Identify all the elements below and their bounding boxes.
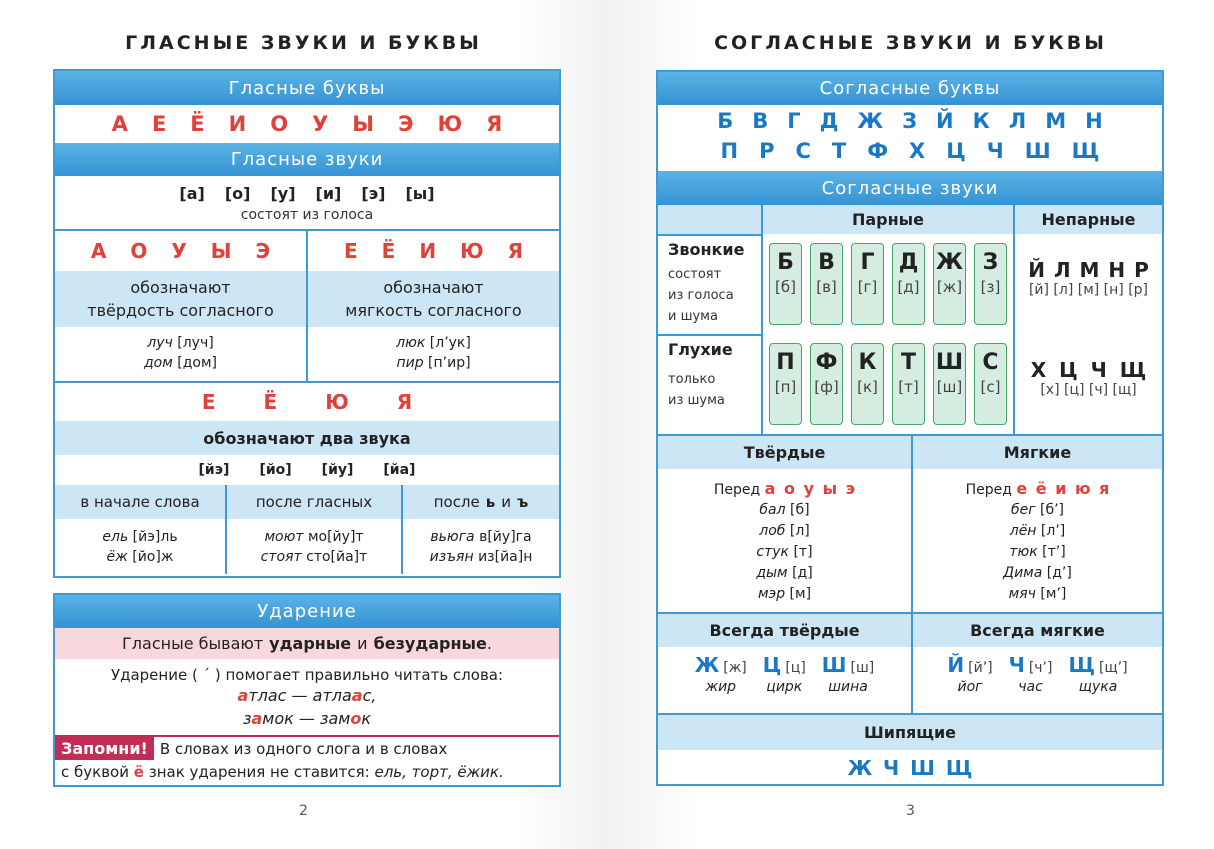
before-label: Перед	[713, 482, 761, 498]
consonant-letter: П	[720, 139, 739, 163]
vowel-sounds-header: Гласные звуки	[55, 143, 559, 176]
pair-letter: Т	[900, 350, 916, 375]
stress-header: Ударение	[55, 595, 559, 628]
page-number: 3	[906, 803, 915, 819]
example-sound: сто[йа]т	[306, 549, 368, 565]
pair-sound: [к]	[857, 378, 878, 396]
example-row	[658, 542, 911, 563]
col-start-of-word	[55, 485, 225, 574]
hard-before	[658, 469, 911, 498]
pair-letter: С	[982, 350, 999, 375]
col-label-and: и	[501, 493, 512, 511]
example-word: бег	[1010, 502, 1036, 518]
hard-sign: ъ	[517, 493, 529, 511]
hard-vowels-col	[55, 231, 306, 381]
consonant-letter: Х	[909, 139, 926, 163]
pair-cell	[974, 343, 1007, 425]
consonant-letter: Й	[936, 109, 954, 133]
example-word: вьюга	[430, 529, 475, 545]
vowel-letter: Ы	[210, 239, 232, 263]
voiced-label-cell	[658, 234, 761, 334]
vowel-sound: [ы]	[405, 184, 435, 203]
pair-letter: Б	[777, 250, 794, 275]
hissing-block	[658, 713, 1162, 780]
consonant-letter: Ч	[986, 139, 1004, 163]
example-word: стоят	[260, 549, 302, 565]
pair-letter: Ф	[815, 350, 838, 375]
always-word: час	[1018, 679, 1043, 695]
voice-labels-col	[658, 205, 761, 434]
unpaired-sounds: [й] [л] [м] [н] [р]	[1028, 282, 1149, 298]
vowel-letter: А	[111, 112, 128, 136]
consonant-letter: Л	[1008, 109, 1027, 133]
vowel-letter: Ю	[325, 390, 349, 414]
example-row	[658, 563, 911, 584]
before-letters: а о у ы э	[764, 479, 856, 498]
example-text: с,	[362, 686, 377, 705]
always-top	[763, 653, 806, 677]
always-letter: Ш	[821, 653, 847, 677]
consonant-letter: М	[1045, 109, 1067, 133]
example-sound: мо[йу]т	[307, 529, 364, 545]
remember-line-1: В словах из одного слога и в словах	[159, 740, 448, 758]
example-sound: [б’]	[1040, 502, 1065, 518]
pair-cell	[974, 243, 1007, 325]
hissing-letters: Ж Ч Ш Щ	[847, 756, 973, 780]
two-sound-letters	[55, 383, 559, 421]
note-line: только	[668, 372, 716, 387]
remember-tag: Запомни!	[55, 737, 154, 760]
example-sound: [м]	[789, 586, 812, 602]
example-sound: [п’ир]	[428, 355, 471, 371]
example-word: моют	[264, 529, 304, 545]
always-word: щука	[1078, 679, 1118, 695]
always-top	[695, 653, 747, 677]
pair-sound: [с]	[980, 378, 1001, 396]
always-letter: Ж	[694, 653, 720, 677]
vowel-letter: Я	[486, 112, 503, 136]
consonant-letter: К	[972, 109, 990, 133]
always-letter: Й	[947, 653, 965, 677]
col-after-signs	[401, 485, 559, 574]
example-word: бал	[759, 502, 786, 518]
col-label: в начале слова	[55, 485, 225, 519]
vowel-sounds-row	[55, 176, 559, 203]
pair-sound: [т]	[898, 378, 919, 396]
remember-examples: ель, торт, ёжик.	[374, 763, 504, 781]
pair-sound: [д]	[897, 278, 920, 296]
paired-header: Парные	[763, 205, 1013, 234]
stress-intro-text: Гласные бывают	[122, 634, 264, 653]
stressed-vowel: а	[351, 686, 363, 705]
example-sound: [м’]	[1040, 586, 1067, 602]
soft-before	[913, 469, 1162, 498]
pair-sound: [ш]	[936, 378, 963, 396]
col-label	[403, 485, 559, 519]
two-sound: [йу]	[321, 462, 354, 478]
pair-cell	[769, 243, 802, 325]
hard-cons-col	[658, 436, 911, 713]
cons-letters-row-1	[658, 109, 1162, 133]
right-page	[607, 0, 1214, 849]
pair-cell	[851, 343, 884, 425]
example-sound: [луч]	[177, 335, 214, 351]
example-sound: [л’ук]	[429, 335, 471, 351]
pair-cell	[933, 243, 966, 325]
pair-sound: [з]	[980, 278, 1001, 296]
soft-label	[308, 271, 559, 327]
example-word: Дима	[1003, 565, 1043, 581]
always-sound: [ш]	[850, 660, 875, 676]
remember-letter: ё	[133, 763, 144, 781]
stress-stressed: ударные	[269, 634, 352, 653]
pair-letter: Г	[860, 250, 875, 275]
voiced-label: Звонкие	[668, 240, 745, 259]
stressed-vowel: о	[350, 709, 362, 728]
soft-cons-examples	[913, 500, 1162, 605]
example-word: луч	[147, 335, 173, 351]
always-soft	[913, 647, 1162, 695]
always-item	[1068, 653, 1127, 695]
hard-label	[55, 271, 306, 327]
example-text: тлас — атла	[248, 686, 352, 705]
soft-label-line-2: мягкость согласного	[345, 301, 522, 320]
always-item	[763, 653, 806, 695]
note-line: из голоса	[668, 288, 734, 303]
always-sound: [й’]	[968, 660, 993, 676]
vowel-letter: Ё	[190, 112, 205, 136]
hard-soft-block	[55, 229, 559, 381]
voiceless-label-cell	[658, 334, 761, 434]
consonant-letter: Ж	[857, 109, 884, 133]
always-sound: [ж]	[723, 660, 747, 676]
col-after-vowels	[225, 485, 401, 574]
pair-sound: [г]	[857, 278, 878, 296]
two-sound: [йэ]	[198, 462, 230, 478]
example-sound: [т’]	[1042, 544, 1066, 560]
example-sound: [б]	[790, 502, 810, 518]
paired-col	[761, 205, 1013, 434]
vowel-letters-row	[55, 105, 559, 143]
hard-cons-header: Твёрдые	[658, 436, 911, 469]
stress-period: .	[486, 634, 492, 653]
soft-examples	[308, 327, 559, 373]
vowel-letter: Э	[398, 112, 414, 136]
vowel-sound: [э]	[361, 184, 386, 203]
always-letter: Ч	[1008, 653, 1025, 677]
col-examples	[403, 519, 559, 567]
always-word: йог	[957, 679, 983, 695]
pair-sound: [б]	[775, 278, 796, 296]
example-sound: [йо]ж	[132, 549, 174, 565]
example-sound: [д]	[792, 565, 813, 581]
always-letter: Щ	[1068, 653, 1095, 677]
consonant-letter: З	[902, 109, 918, 133]
unpaired-col	[1013, 205, 1162, 434]
consonant-letter: Р	[759, 139, 775, 163]
consonant-letter: Щ	[1071, 139, 1100, 163]
vowel-letter: Ю	[460, 239, 484, 263]
pair-cell	[892, 243, 925, 325]
consonant-letter: Б	[717, 109, 734, 133]
example-word: мэр	[757, 586, 786, 602]
stressed-vowel: а	[237, 686, 249, 705]
example-row	[658, 521, 911, 542]
page-title: ГЛАСНЫЕ ЗВУКИ И БУКВЫ	[125, 32, 482, 54]
soft-vowel-letters	[308, 231, 559, 271]
soft-cons-header: Мягкие	[913, 436, 1162, 469]
example-row	[913, 521, 1162, 542]
voiceless-unpaired	[1015, 334, 1162, 434]
stress-and: и	[357, 634, 368, 653]
voice-block	[658, 205, 1162, 434]
always-word: цирк	[766, 679, 803, 695]
example-word: мяч	[1008, 586, 1036, 602]
two-sounds-row	[55, 455, 559, 485]
two-sounds-cols	[55, 485, 559, 574]
vowel-letter: И	[419, 239, 437, 263]
hard-cons-examples	[658, 500, 911, 605]
remember-line-2-mid: знак ударения не ставится:	[148, 763, 370, 781]
always-item	[695, 653, 747, 695]
two-sound: [йа]	[383, 462, 416, 478]
example-row	[658, 584, 911, 605]
consonant-letter: Ц	[946, 139, 966, 163]
remember-block	[55, 735, 559, 785]
vowel-letter: Ё	[263, 390, 278, 414]
vowel-letter: О	[270, 112, 289, 136]
vowel-letter: Ё	[381, 239, 396, 263]
voiced-note	[668, 264, 761, 327]
always-top	[822, 653, 874, 677]
col-label: после гласных	[227, 485, 401, 519]
pair-cell	[810, 243, 843, 325]
always-word: шина	[828, 679, 868, 695]
vowel-sounds-note: состоят из голоса	[240, 207, 374, 223]
vowel-letter: Я	[396, 390, 413, 414]
example-word: стук	[756, 544, 790, 560]
consonant-letter: С	[795, 139, 811, 163]
always-top	[1068, 653, 1127, 677]
always-sound: [щ’]	[1099, 660, 1128, 676]
pair-sound: [п]	[774, 378, 797, 396]
pair-cell	[851, 243, 884, 325]
example-word: ёж	[106, 549, 128, 565]
pair-cell	[892, 343, 925, 425]
example-sound: [д’]	[1046, 565, 1072, 581]
page-title: СОГЛАСНЫЕ ЗВУКИ И БУКВЫ	[714, 32, 1107, 54]
example-sound: в[йу]га	[479, 529, 532, 545]
vowel-letter: А	[90, 239, 107, 263]
always-hard-header: Всегда твёрдые	[658, 612, 911, 647]
pair-letter: П	[776, 350, 795, 375]
unpaired-sounds: [х] [ц] [ч] [щ]	[1040, 382, 1137, 398]
voiceless-label: Глухие	[668, 340, 733, 359]
example-word: лоб	[759, 523, 786, 539]
two-sound: [йо]	[259, 462, 292, 478]
stress-rule: Ударение ( ´ ) помогает правильно читать слова:	[110, 666, 504, 684]
pair-letter: Д	[898, 250, 919, 275]
example-text: з	[242, 709, 252, 728]
vowel-letter: Е	[151, 112, 167, 136]
example-row	[913, 542, 1162, 563]
example-sound: [л’]	[1040, 523, 1066, 539]
always-letter: Ц	[762, 653, 782, 677]
vowel-letter: Ы	[352, 112, 375, 136]
pair-letter: Ж	[936, 250, 963, 275]
pair-cell	[933, 343, 966, 425]
example-text: мок — зам	[262, 709, 351, 728]
vowel-sounds-block	[55, 176, 559, 229]
unpaired-letters: Й Л М Н Р	[1028, 258, 1149, 282]
stress-intro	[55, 628, 559, 659]
example-word: тюк	[1009, 544, 1038, 560]
vowel-letters-header: Гласные буквы	[55, 71, 559, 105]
consonant-letter: Т	[831, 139, 847, 163]
before-label: Перед	[965, 482, 1012, 498]
hissing-header: Шипящие	[658, 715, 1162, 750]
always-sound: [ц]	[785, 660, 806, 676]
always-item	[1009, 653, 1053, 695]
vowel-letter: Е	[344, 239, 358, 263]
col-label-prefix: после	[433, 493, 480, 511]
vowel-letter: Е	[201, 390, 216, 414]
col-examples	[227, 519, 401, 567]
example-word: пир	[396, 355, 424, 371]
vowel-letter: У	[312, 112, 329, 136]
always-hard	[658, 647, 911, 695]
vowel-letter: У	[171, 239, 187, 263]
hard-label-line-2: твёрдость согласного	[87, 301, 274, 320]
example-row	[913, 584, 1162, 605]
cons-letters-block	[658, 105, 1162, 171]
pair-letter: З	[982, 250, 999, 275]
hard-soft-cons-block	[658, 434, 1162, 713]
example-word: изъян	[429, 549, 474, 565]
note-line: из шума	[668, 393, 725, 408]
vowel-sound: [о]	[224, 184, 251, 203]
example-sound: [л]	[789, 523, 810, 539]
vowel-sound: [а]	[179, 184, 205, 203]
example-word: дом	[144, 355, 173, 371]
consonant-letter: Г	[787, 109, 801, 133]
example-text: к	[361, 709, 372, 728]
two-sounds-block	[55, 381, 559, 576]
pair-sound: [в]	[816, 278, 837, 296]
soft-cons-col	[911, 436, 1162, 713]
hard-examples	[55, 327, 306, 373]
cons-letters-row-2	[658, 139, 1162, 163]
voiceless-pairs	[763, 334, 1013, 434]
pair-cell	[810, 343, 843, 425]
stress-unstressed: безударные	[373, 634, 487, 653]
stressed-vowel: а	[251, 709, 263, 728]
soft-label-line-1: обозначают	[383, 278, 484, 297]
remember-line-2-pre: с буквой	[61, 763, 129, 781]
vowel-letter: Ю	[437, 112, 463, 136]
always-item	[947, 653, 992, 695]
note-line: состоят	[668, 267, 722, 282]
vowels-table	[53, 69, 561, 578]
always-item	[822, 653, 874, 695]
always-sound: [ч’]	[1028, 660, 1053, 676]
example-row	[658, 500, 911, 521]
soft-vowels-col	[306, 231, 559, 381]
always-soft-header: Всегда мягкие	[913, 612, 1162, 647]
example-sound: [дом]	[177, 355, 217, 371]
consonant-letter: В	[752, 109, 769, 133]
hard-label-line-1: обозначают	[130, 278, 231, 297]
voiceless-note	[668, 369, 761, 411]
example-row	[913, 500, 1162, 521]
cons-letters-header: Согласные буквы	[658, 72, 1162, 105]
soft-sign: ь	[485, 493, 496, 511]
example-word: люк	[396, 335, 426, 351]
pair-cell	[769, 343, 802, 425]
pair-sound: [ж]	[936, 278, 963, 296]
example-word: ель	[102, 529, 129, 545]
vowel-sound: [и]	[315, 184, 342, 203]
hard-vowel-letters	[55, 231, 306, 271]
always-word: жир	[705, 679, 737, 695]
stress-examples	[55, 684, 559, 730]
example-sound: из[йа]н	[478, 549, 533, 565]
consonant-letter: Ф	[867, 139, 889, 163]
before-letters: е ё и ю я	[1016, 479, 1110, 498]
pair-letter: Ш	[935, 350, 964, 375]
pair-letter: К	[858, 350, 877, 375]
page-number: 2	[299, 803, 308, 819]
consonant-letter: Ш	[1024, 139, 1051, 163]
example-word: дым	[756, 565, 788, 581]
consonant-letter: Н	[1085, 109, 1103, 133]
example-row	[913, 563, 1162, 584]
example-sound: [т]	[793, 544, 813, 560]
vowel-sound: [у]	[270, 184, 296, 203]
voiced-pairs	[763, 234, 1013, 334]
voiced-unpaired	[1015, 234, 1162, 334]
vowel-letter: И	[228, 112, 247, 136]
always-top	[947, 653, 992, 677]
always-top	[1009, 653, 1053, 677]
note-line: и шума	[668, 309, 718, 324]
two-sounds-header: обозначают два звука	[55, 421, 559, 455]
vowel-letter: О	[130, 239, 148, 263]
consonant-letter: Д	[819, 109, 839, 133]
example-sound: [йэ]ль	[132, 529, 178, 545]
cons-sounds-header: Согласные звуки	[658, 171, 1162, 205]
vowel-letter: Э	[255, 239, 271, 263]
unpaired-header: Непарные	[1015, 205, 1162, 234]
unpaired-letters: Х Ц Ч Щ	[1030, 358, 1147, 382]
stress-table	[53, 593, 561, 787]
pair-sound: [ф]	[814, 378, 839, 396]
vowel-letter: Я	[507, 239, 523, 263]
example-word: лён	[1009, 523, 1037, 539]
consonants-table	[656, 70, 1164, 786]
col-examples	[55, 519, 225, 567]
pair-letter: В	[818, 250, 835, 275]
